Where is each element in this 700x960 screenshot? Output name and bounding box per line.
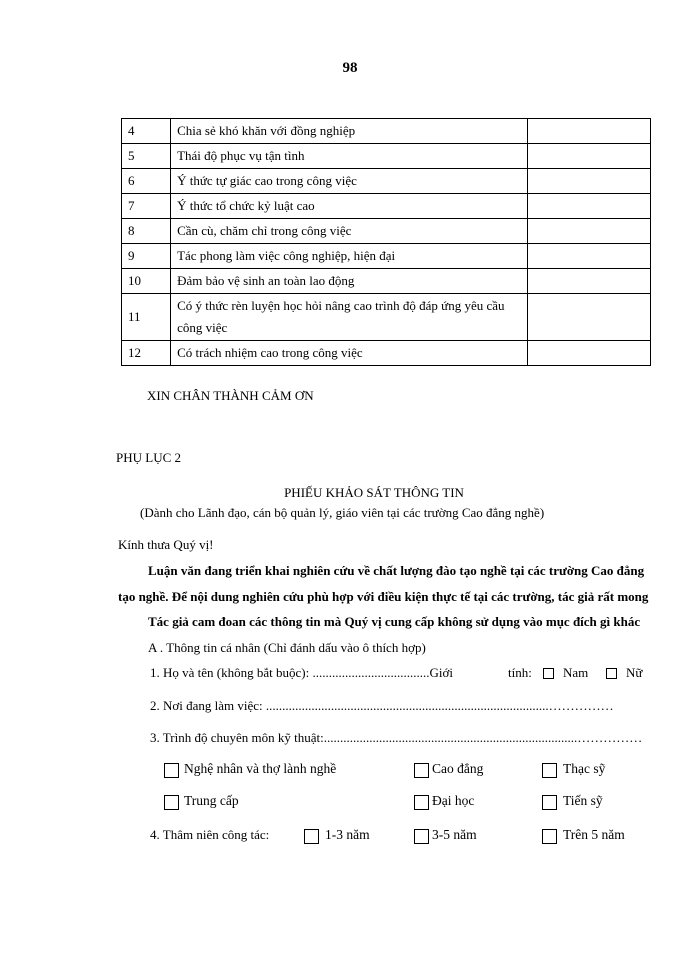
row-criterion: Ý thức tổ chức kỷ luật cao bbox=[171, 194, 528, 219]
row-number: 5 bbox=[122, 144, 171, 169]
q2-workplace-field[interactable]: 2. Nơi đang làm việc: .......................................................................................…………… bbox=[150, 698, 614, 713]
row-criterion: Có ý thức rèn luyện học hỏi nâng cao trình độ đáp ứng yêu cầu công việc bbox=[171, 294, 528, 341]
q4-label: 4. Thâm niên công tác: bbox=[150, 827, 270, 842]
row-rating-cell[interactable] bbox=[527, 219, 650, 244]
row-rating-cell[interactable] bbox=[527, 294, 650, 341]
option-over-5-years-label: Trên 5 năm bbox=[563, 827, 625, 842]
row-criterion: Có trách nhiệm cao trong công việc bbox=[171, 341, 528, 366]
table-row bbox=[122, 269, 651, 294]
option-intermediate-label: Trung cấp bbox=[184, 793, 239, 808]
row-number: 6 bbox=[122, 169, 171, 194]
table-row bbox=[122, 219, 651, 244]
page-number: 98 bbox=[342, 60, 358, 76]
table-row bbox=[122, 294, 651, 341]
form-title: PHIẾU KHẢO SÁT THÔNG TIN bbox=[284, 485, 464, 500]
table-row bbox=[122, 194, 651, 219]
row-rating-cell[interactable] bbox=[527, 169, 650, 194]
option-intermediate-checkbox[interactable] bbox=[164, 795, 179, 810]
female-checkbox[interactable] bbox=[606, 668, 617, 679]
option-university-checkbox[interactable] bbox=[414, 795, 429, 810]
option-university-label: Đại học bbox=[432, 793, 475, 808]
table-row bbox=[122, 169, 651, 194]
appendix-heading: PHỤ LỤC 2 bbox=[116, 450, 182, 465]
male-label: Nam bbox=[563, 665, 589, 680]
option-artisan-checkbox[interactable] bbox=[164, 763, 179, 778]
intro-line-2: tạo nghề. Để nội dung nghiên cứu phù hợp với điều kiện thực tế tại các trường, tác giả rất mong bbox=[118, 589, 649, 604]
option-3-5-years-checkbox[interactable] bbox=[414, 829, 429, 844]
row-number: 7 bbox=[122, 194, 171, 219]
greeting: Kính thưa Quý vị! bbox=[118, 537, 214, 552]
row-rating-cell[interactable] bbox=[527, 269, 650, 294]
option-doctorate-checkbox[interactable] bbox=[542, 795, 557, 810]
row-number: 11 bbox=[122, 294, 171, 341]
option-1-3-years-label: 1-3 năm bbox=[325, 827, 370, 842]
row-number: 8 bbox=[122, 219, 171, 244]
option-over-5-years-checkbox[interactable] bbox=[542, 829, 557, 844]
row-criterion: Ý thức tự giác cao trong công việc bbox=[171, 169, 528, 194]
row-criterion: Thái độ phục vụ tận tình bbox=[171, 144, 528, 169]
row-number: 10 bbox=[122, 269, 171, 294]
option-artisan-label: Nghệ nhân và thợ lành nghề bbox=[184, 761, 337, 776]
option-college-label: Cao đẳng bbox=[432, 761, 484, 776]
row-rating-cell[interactable] bbox=[527, 341, 650, 366]
table-row bbox=[122, 119, 651, 144]
intro-line-3: Tác giả cam đoan các thông tin mà Quý vị cung cấp không sử dụng vào mục đích gì khác bbox=[148, 614, 641, 629]
male-checkbox[interactable] bbox=[543, 668, 554, 679]
row-rating-cell[interactable] bbox=[527, 144, 650, 169]
option-3-5-years-label: 3-5 năm bbox=[432, 827, 477, 842]
section-a-heading: A . Thông tin cá nhân (Chỉ đánh dấu vào ô thích hợp) bbox=[148, 640, 426, 655]
row-rating-cell[interactable] bbox=[527, 194, 650, 219]
option-master-checkbox[interactable] bbox=[542, 763, 557, 778]
row-number: 4 bbox=[122, 119, 171, 144]
option-master-label: Thạc sỹ bbox=[563, 761, 606, 776]
row-number: 12 bbox=[122, 341, 171, 366]
table-row bbox=[122, 341, 651, 366]
option-college-checkbox[interactable] bbox=[414, 763, 429, 778]
row-rating-cell[interactable] bbox=[527, 244, 650, 269]
female-label: Nữ bbox=[626, 665, 643, 680]
criteria-table bbox=[121, 118, 651, 366]
thanks-text: XIN CHÂN THÀNH CẢM ƠN bbox=[147, 388, 314, 403]
q1-label: 1. Họ và tên (không bắt buộc): ....................................Giới bbox=[150, 665, 453, 680]
row-criterion: Chia sẻ khó khăn với đồng nghiệp bbox=[171, 119, 528, 144]
option-doctorate-label: Tiến sỹ bbox=[563, 793, 603, 808]
q1-gender-label: tính: bbox=[508, 665, 532, 680]
table-row bbox=[122, 144, 651, 169]
row-rating-cell[interactable] bbox=[527, 119, 650, 144]
row-criterion: Đảm bảo vệ sinh an toàn lao động bbox=[171, 269, 528, 294]
form-subtitle: (Dành cho Lãnh đạo, cán bộ quản lý, giáo viên tại các trường Cao đẳng nghề) bbox=[140, 505, 545, 520]
q3-label: 3. Trình độ chuyên môn kỹ thuật:..............................................................................…………… bbox=[150, 730, 643, 745]
option-1-3-years-checkbox[interactable] bbox=[304, 829, 319, 844]
table-row bbox=[122, 244, 651, 269]
row-criterion: Cần cù, chăm chỉ trong công việc bbox=[171, 219, 528, 244]
row-criterion: Tác phong làm việc công nghiệp, hiện đại bbox=[171, 244, 528, 269]
intro-line-1: Luận văn đang triển khai nghiên cứu về chất lượng đào tạo nghề tại các trường Cao đẳng bbox=[148, 563, 645, 578]
row-number: 9 bbox=[122, 244, 171, 269]
